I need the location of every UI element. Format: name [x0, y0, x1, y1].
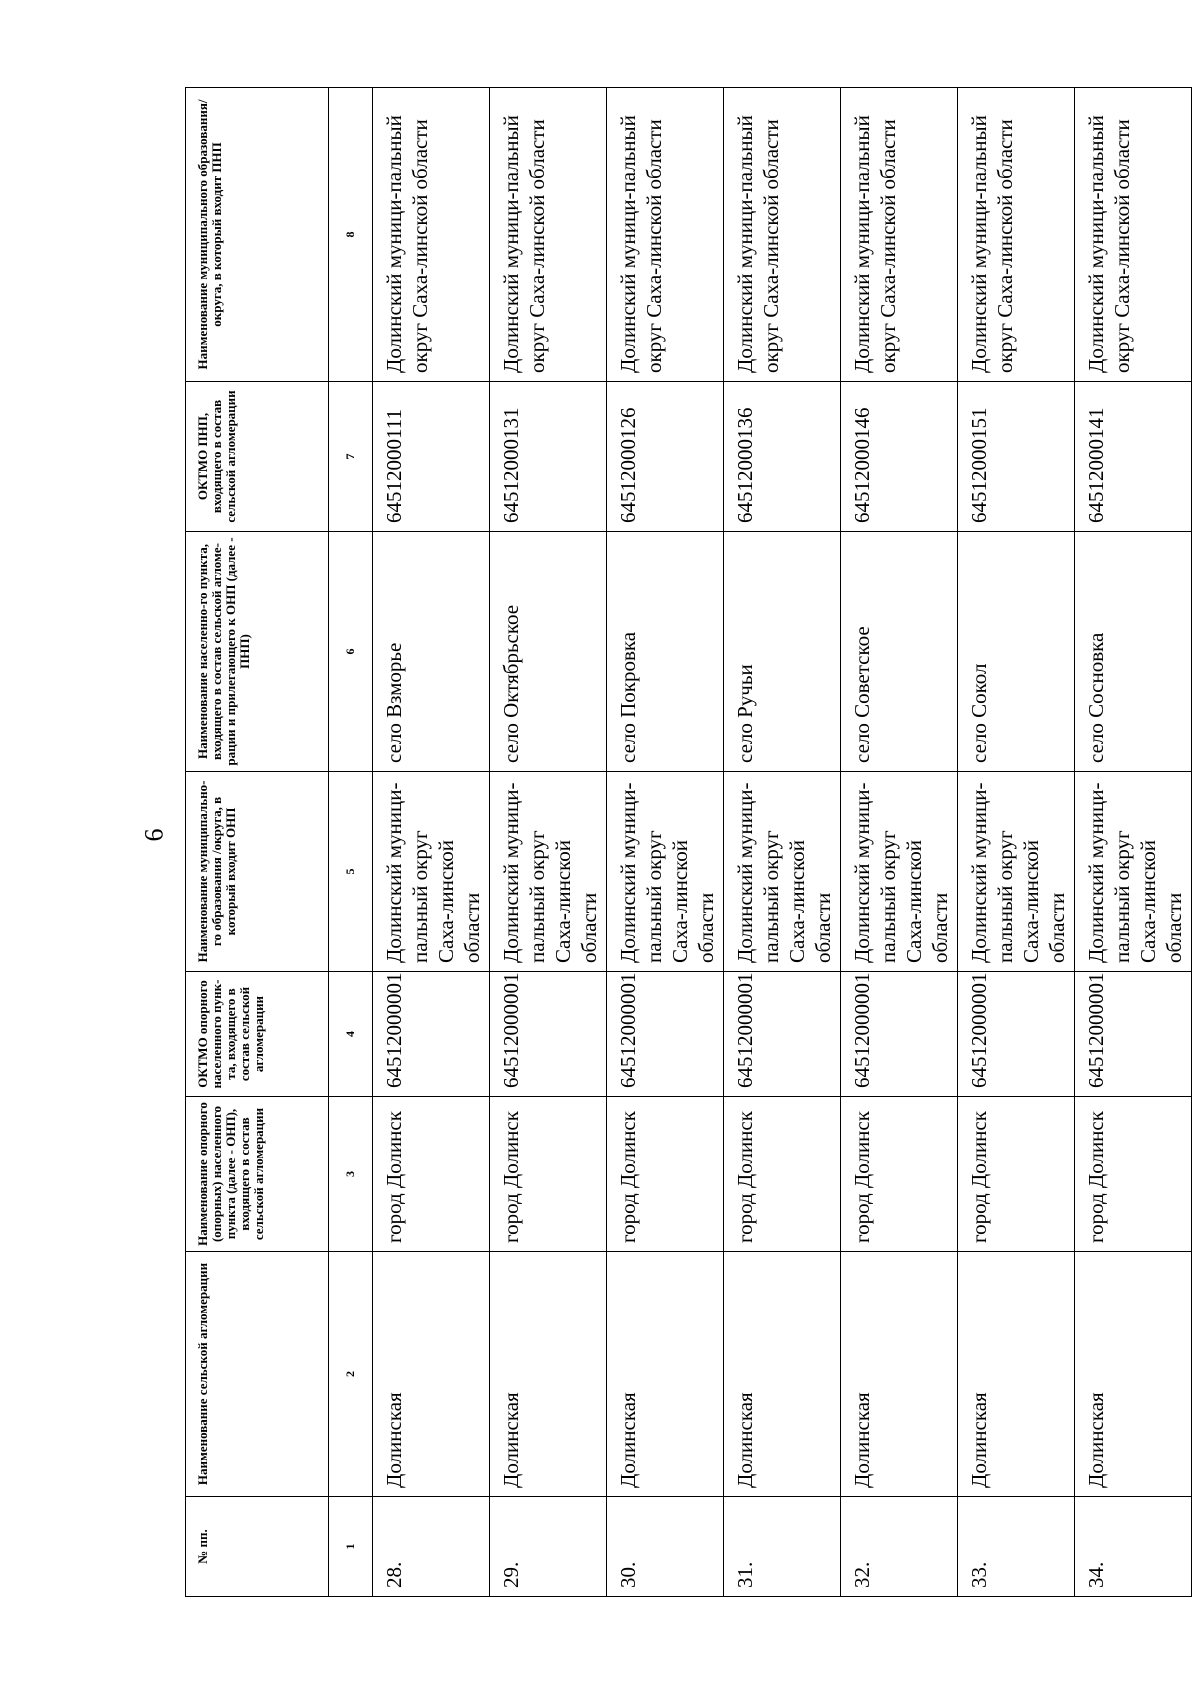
pnp-name: село Ручьи — [724, 532, 841, 772]
agglomeration-name: Долинская — [490, 1252, 607, 1497]
row-number: 30. — [607, 1497, 724, 1597]
agglomeration-name: Долинская — [841, 1252, 958, 1497]
pnp-municipality: Долинский муници-пальный округ Саха-линской области — [1075, 88, 1192, 382]
row-number: 32. — [841, 1497, 958, 1597]
agglomeration-name: Долинская — [1075, 1252, 1192, 1497]
pnp-name: село Взморье — [373, 532, 490, 772]
column-number: 8 — [329, 88, 373, 382]
pnp-oktmo: 64512000136 — [724, 382, 841, 532]
agglomeration-name: Долинская — [958, 1252, 1075, 1497]
column-header: Наименование сельской агломерации — [186, 1252, 329, 1497]
table-row — [490, 88, 607, 1597]
column-number: 5 — [329, 772, 373, 972]
column-number: 6 — [329, 532, 373, 772]
onp-name: город Долинск — [724, 1097, 841, 1252]
pnp-oktmo: 64512000126 — [607, 382, 724, 532]
pnp-oktmo: 64512000141 — [1075, 382, 1192, 532]
onp-name: город Долинск — [490, 1097, 607, 1252]
pnp-name: село Сокол — [958, 532, 1075, 772]
table-row — [724, 88, 841, 1597]
onp-municipality: Долинский муници-пальный округ Саха-линской области — [841, 772, 958, 972]
column-header: № пп. — [186, 1497, 329, 1597]
onp-name: город Долинск — [607, 1097, 724, 1252]
onp-oktmo: 64512000001 — [1075, 972, 1192, 1097]
column-header: Наименование муниципального образования/округа, в который входит ПНП — [186, 88, 329, 382]
agglomeration-table — [185, 87, 1192, 1597]
column-number: 2 — [329, 1252, 373, 1497]
table-row — [841, 88, 958, 1597]
onp-name: город Долинск — [373, 1097, 490, 1252]
pnp-name: село Покровка — [607, 532, 724, 772]
column-number-row — [329, 88, 373, 1597]
row-number: 34. — [1075, 1497, 1192, 1597]
pnp-oktmo: 64512000146 — [841, 382, 958, 532]
pnp-municipality: Долинский муници-пальный округ Саха-линской области — [490, 88, 607, 382]
onp-oktmo: 64512000001 — [607, 972, 724, 1097]
pnp-municipality: Долинский муници-пальный округ Саха-линской области — [724, 88, 841, 382]
column-number: 3 — [329, 1097, 373, 1252]
row-number: 33. — [958, 1497, 1075, 1597]
agglomeration-name: Долинская — [724, 1252, 841, 1497]
column-header: ОКТМО опорного населенного пунк-та, входящего в состав сельской агломерации — [186, 972, 329, 1097]
table-row — [607, 88, 724, 1597]
onp-oktmo: 64512000001 — [841, 972, 958, 1097]
pnp-name: село Советское — [841, 532, 958, 772]
onp-municipality: Долинский муници-пальный округ Саха-линской области — [373, 772, 490, 972]
onp-name: город Долинск — [958, 1097, 1075, 1252]
pnp-oktmo: 64512000131 — [490, 382, 607, 532]
onp-municipality: Долинский муници-пальный округ Саха-линской области — [724, 772, 841, 972]
pnp-municipality: Долинский муници-пальный округ Саха-линской области — [373, 88, 490, 382]
onp-oktmo: 64512000001 — [958, 972, 1075, 1097]
column-number: 1 — [329, 1497, 373, 1597]
onp-name: город Долинск — [1075, 1097, 1192, 1252]
onp-oktmo: 64512000001 — [373, 972, 490, 1097]
column-header: Наименование опорного (опорных) населенного пункта (далее - ОНП), входящего в состав сельской агломерации — [186, 1097, 329, 1252]
column-header: ОКТМО ПНП, входящего в состав сельской агломерации — [186, 382, 329, 532]
table-header-row — [186, 88, 329, 1597]
agglomeration-name: Долинская — [607, 1252, 724, 1497]
pnp-oktmo: 64512000111 — [373, 382, 490, 532]
page-number: 6 — [139, 828, 169, 842]
pnp-municipality: Долинский муници-пальный округ Саха-линской области — [607, 88, 724, 382]
table-row — [373, 88, 490, 1597]
pnp-oktmo: 64512000151 — [958, 382, 1075, 532]
onp-oktmo: 64512000001 — [490, 972, 607, 1097]
row-number: 31. — [724, 1497, 841, 1597]
column-header: Наименование муниципально-го образования /округа, в который входит ОНП — [186, 772, 329, 972]
onp-municipality: Долинский муници-пальный округ Саха-линской области — [1075, 772, 1192, 972]
column-number: 4 — [329, 972, 373, 1097]
onp-name: город Долинск — [841, 1097, 958, 1252]
table-container — [185, 88, 1186, 1597]
pnp-municipality: Долинский муници-пальный округ Саха-линской области — [958, 88, 1075, 382]
onp-oktmo: 64512000001 — [724, 972, 841, 1097]
row-number: 28. — [373, 1497, 490, 1597]
row-number: 29. — [490, 1497, 607, 1597]
column-number: 7 — [329, 382, 373, 532]
agglomeration-name: Долинская — [373, 1252, 490, 1497]
column-header: Наименование населенно-го пункта, входящего в состав сельской агломе-рации и прилегающего к ОНП (далее - ПНП) — [186, 532, 329, 772]
pnp-municipality: Долинский муници-пальный округ Саха-линской области — [841, 88, 958, 382]
table-row — [958, 88, 1075, 1597]
pnp-name: село Октябрьское — [490, 532, 607, 772]
pnp-name: село Сосновка — [1075, 532, 1192, 772]
table-row — [1075, 88, 1192, 1597]
onp-municipality: Долинский муници-пальный округ Саха-линской области — [607, 772, 724, 972]
onp-municipality: Долинский муници-пальный округ Саха-линской области — [490, 772, 607, 972]
onp-municipality: Долинский муници-пальный округ Саха-линской области — [958, 772, 1075, 972]
